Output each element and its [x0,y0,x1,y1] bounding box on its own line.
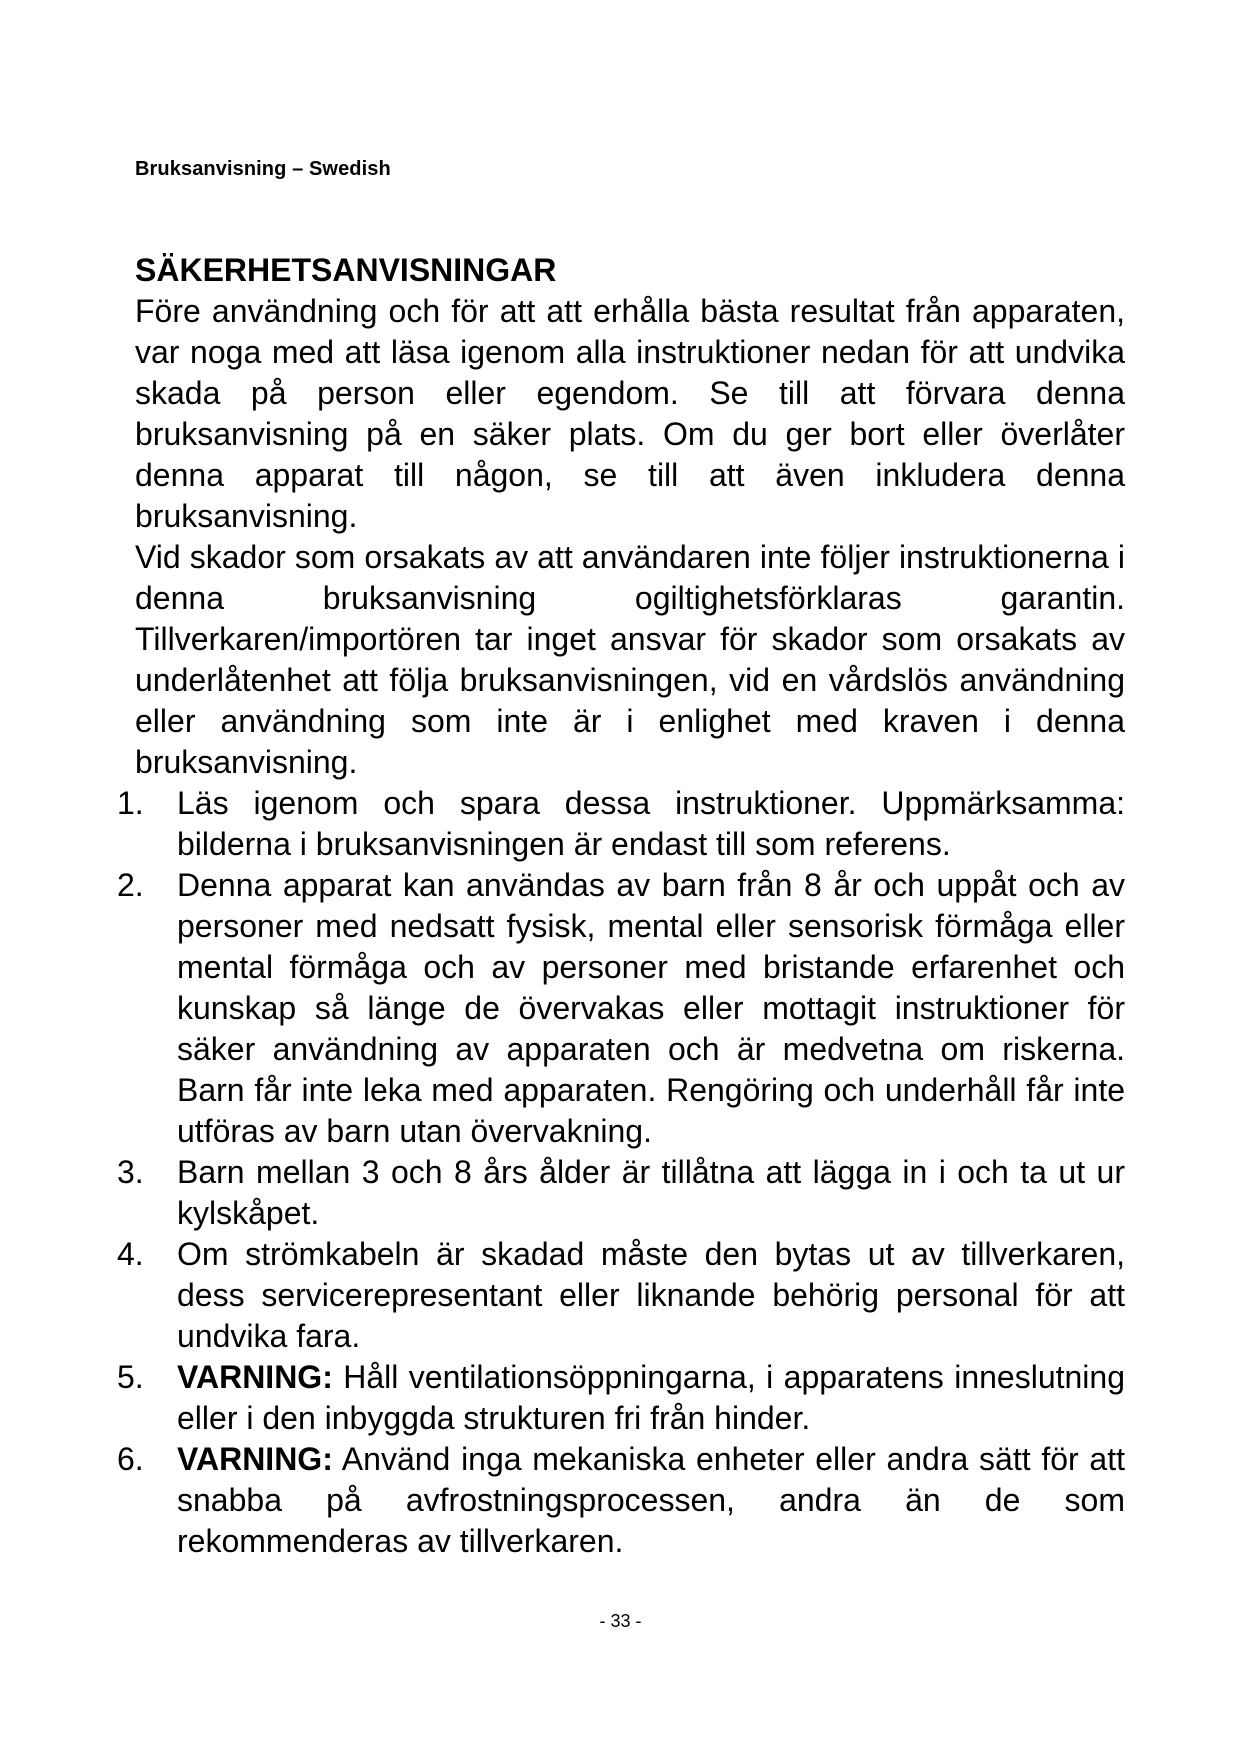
safety-section [117,250,1125,1562]
item-number: 6. [117,1441,144,1477]
warranty-paragraph: Vid skador som orsakats av att användaren inte följer instruktionerna i denna bruksanvisning ogiltighetsförklaras garantin. Tillverkaren/importören tar inget ansvar för skador som orsakats av underlåtenhet att följa bruksanvisningen, vid en vårdslös användning eller användning som inte är i enlighet med kraven i denna bruksanvisning. [135,539,1125,780]
list-item [117,1234,1125,1357]
list-item [117,1357,1125,1439]
warning-label: VARNING: [177,1441,333,1477]
item-text: Läs igenom och spara dessa instruktioner. Uppmärksamma: bilderna i bruksanvisningen är endast till som referens. [177,785,1125,862]
item-number: 1. [117,785,144,821]
safety-instructions-list [117,783,1125,1562]
item-number: 3. [117,1154,144,1190]
list-item [117,783,1125,865]
item-number: 4. [117,1236,144,1272]
item-number: 2. [117,867,144,903]
item-text: Om strömkabeln är skadad måste den bytas ut av tillverkaren, dess servicerepresentant eller liknande behörig personal för att undvika fara. [177,1236,1125,1354]
section-title: SÄKERHETSANVISNINGAR [135,252,557,288]
item-number: 5. [117,1359,144,1395]
list-item [117,1152,1125,1234]
item-text: Barn mellan 3 och 8 års ålder är tillåtna att lägga in i och ta ut ur kylskåpet. [177,1154,1125,1231]
page-number: - 33 - [599,1611,642,1631]
item-text: Denna apparat kan användas av barn från 8 år och uppåt och av personer med nedsatt fysisk, mental eller sensorisk förmåga eller mental förmåga och av personer med bristande erfarenhet och kunskap så länge de övervakas eller mottagit instruktioner för säker användning av apparaten och är medvetna om riskerna. Barn får inte leka med apparaten. Rengöring och underhåll får inte utföras av barn utan övervakning. [177,867,1125,1149]
item-text: Håll ventilationsöppningarna, i apparatens inneslutning eller i den inbyggda strukturen fri från hinder. [177,1359,1125,1436]
warning-label: VARNING: [177,1359,333,1395]
item-text: Använd inga mekaniska enheter eller andra sätt för att snabba på avfrostningsprocessen, andra än de som rekommenderas av tillverkaren. [177,1441,1125,1559]
intro-paragraph: Före användning och för att att erhålla bästa resultat från apparaten, var noga med att läsa igenom alla instruktioner nedan för att undvika skada på person eller egendom. Se till att förvara denna bruksanvisning på en säker plats. Om du ger bort eller överlåter denna apparat till någon, se till att även inkludera denna bruksanvisning. [135,293,1125,534]
list-item [117,865,1125,1152]
list-item [117,1439,1125,1562]
running-header: Bruksanvisning – Swedish [135,158,391,180]
